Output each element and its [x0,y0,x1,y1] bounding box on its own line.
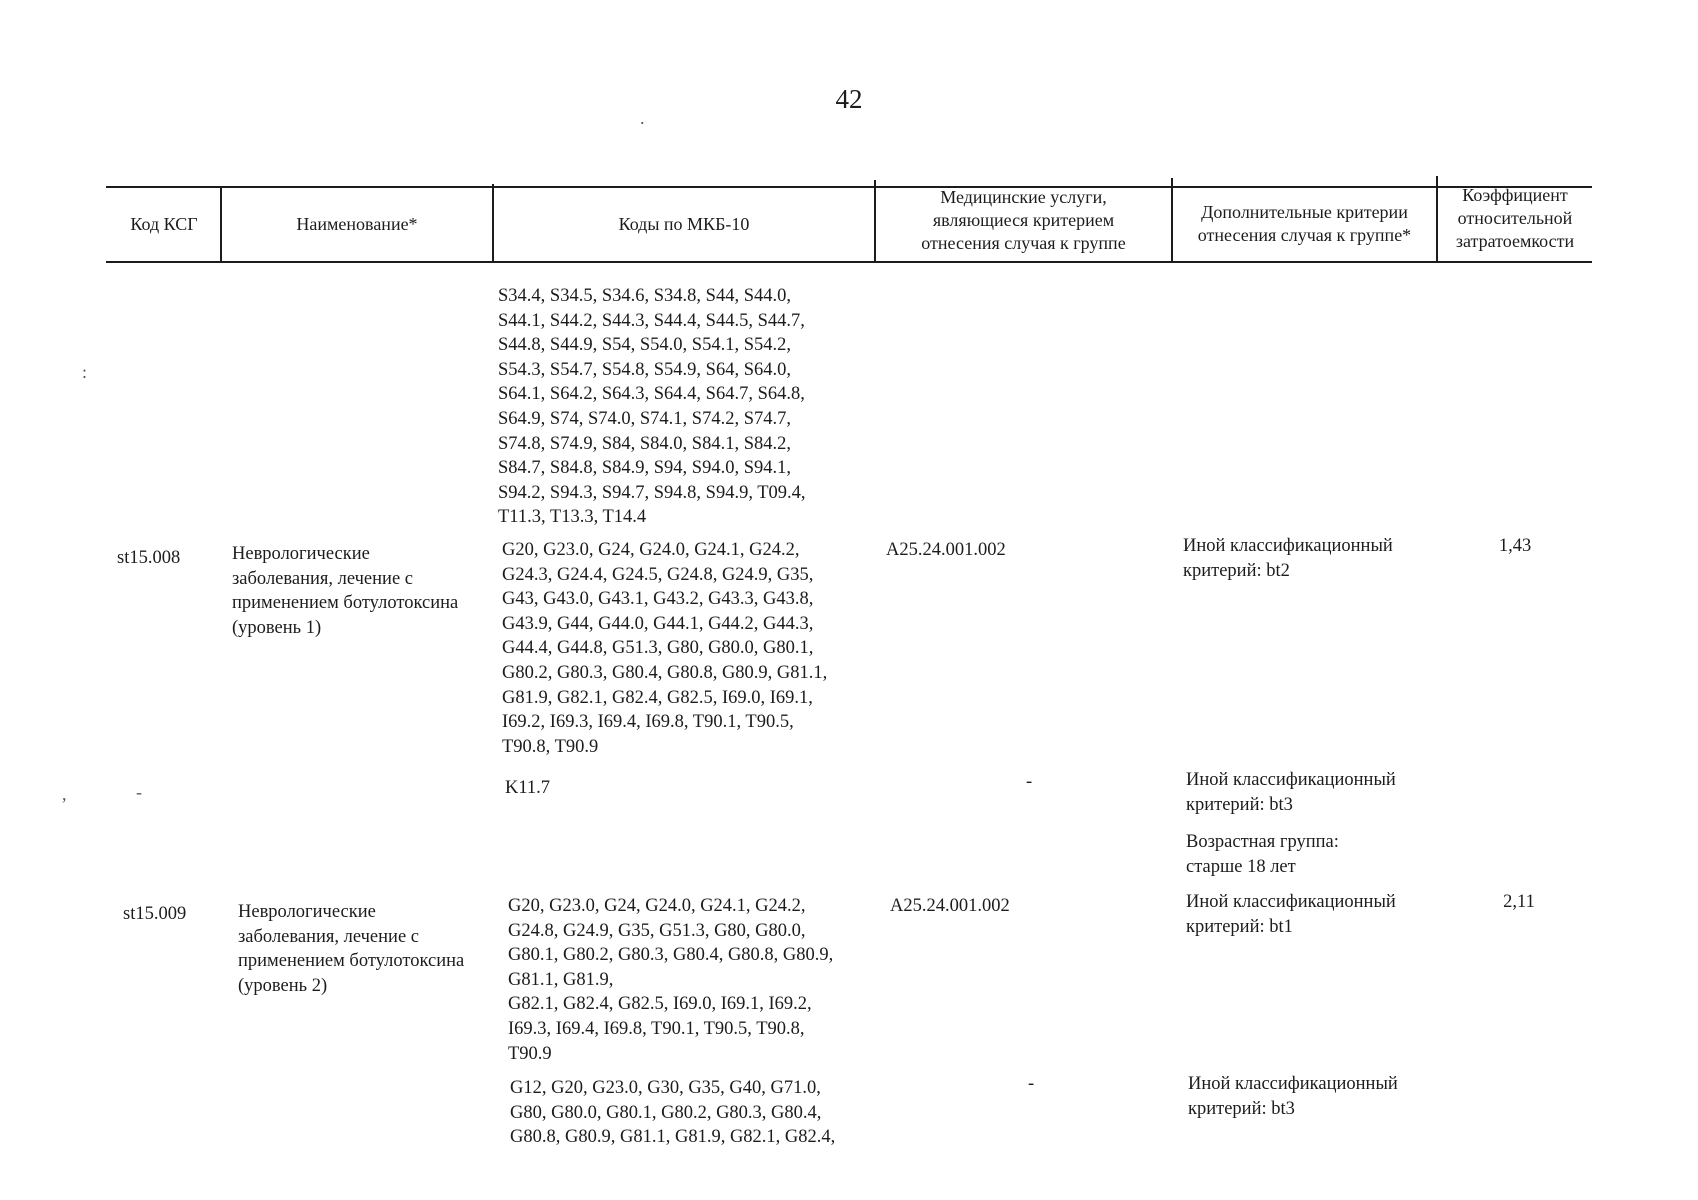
row-medical-service: - [1028,1074,1035,1094]
row-mkb-codes: G20, G23.0, G24, G24.0, G24.1, G24.2, G24.3, G24.4, G24.5, G24.8, G24.9, G35, G43, G43.0, G43.1, G43.2, G43.3, G43.8, G43.9, G44, G44.0, G44.1, G44.2, G44.3, G44.4, G44.8, G51.3, G80, G80.0, G80.1, G80.2, G80.3, G80.4, G80.8, G80.9, G81.1, G81.9, G82.1, G82.4, G82.5, I69.0, I69.1, I69.2, I69.3, I69.4, I69.8, T90.1, T90.5, T90.8, T90.9 [502,540,828,757]
stray-mark: , [62,784,67,804]
row-coefficient: 1,43 [1498,536,1532,556]
row-mkb-codes: G20, G23.0, G24, G24.0, G24.1, G24.2, G24.8, G24.9, G35, G51.3, G80, G80.0, G80.1, G80.2, G80.3, G80.4, G80.8, G80.9, G81.1, G81.9, G82.1, G82.4, G82.5, I69.0, I69.1, I69.2, I69.3, I69.4, I69.8, T90.1, T90.5, T90.8, T90.9 [508,896,834,1064]
header-mkb-codes: Коды по МКБ-10 [618,214,750,234]
row-mkb-codes: K11.7 [505,778,551,798]
stray-mark: - [136,782,142,802]
row-age-criteria: Возрастная группа: старше 18 лет [1186,832,1339,877]
row-name: Неврологические заболевания, лечение с применением ботулотоксина (уровень 1) [232,544,459,638]
stray-mark: . [640,108,645,128]
row-code: st15.008 [117,548,181,568]
page-number: 42 [835,84,863,114]
stray-mark: : [82,362,88,382]
header-coefficient: Коэффициент относительной затратоемкости [1455,185,1575,251]
row-criteria: Иной классификационный критерий: bt3 [1186,770,1396,815]
row-coefficient: 2,11 [1503,892,1535,912]
continuation-mkb-codes: S34.4, S34.5, S34.6, S34.8, S44, S44.0, S44.1, S44.2, S44.3, S44.4, S44.5, S44.7, S44.8, S44.9, S54, S54.0, S54.1, S54.2, S54.3, S54.7, S54.8, S54.9, S64, S64.0, S64.1, S64.2, S64.3, S64.4, S64.7, S64.8, S64.9, S74, S74.0, S74.1, S74.2, S74.7, S74.8, S74.9, S84, S84.0, S84.1, S84.2, S84.7, S84.8, S84.9, S94, S94.0, S94.1, S94.2, S94.3, S94.7, S94.8, S94.9, T09.4, T11.3, T13.3, T14.4 [498,286,806,528]
row-code: st15.009 [123,904,187,924]
row-medical-service: - [1026,772,1033,792]
row-name: Неврологические заболевания, лечение с применением ботулотоксина (уровень 2) [238,902,465,996]
header-code: Код КСГ [130,214,198,234]
header-medical-services: Медицинские услуги, являющиеся критерием отнесения случая к группе [921,187,1126,253]
header-additional-criteria: Дополнительные критерии отнесения случая к группе* [1197,201,1412,245]
row-criteria: Иной классификационный критерий: bt1 [1186,892,1396,937]
row-mkb-codes: G12, G20, G23.0, G30, G35, G40, G71.0, G80, G80.0, G80.1, G80.2, G80.3, G80.4, G80.8, G80.9, G81.1, G81.9, G82.1, G82.4, [510,1078,836,1148]
row-medical-service: A25.24.001.002 [886,540,1006,560]
row-criteria: Иной классификационный критерий: bt3 [1188,1074,1398,1119]
row-medical-service: A25.24.001.002 [890,896,1010,916]
row-criteria: Иной классификационный критерий: bt2 [1183,536,1393,581]
header-name: Наименование* [296,214,418,234]
header-bottom-rule [106,261,1592,263]
